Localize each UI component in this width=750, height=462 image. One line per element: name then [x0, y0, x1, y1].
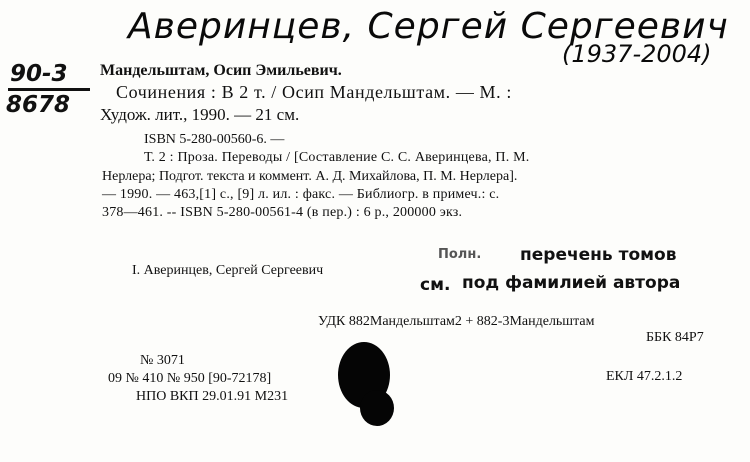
volume-description-line-2: Нерлера; Подгот. текста и коммент. А. Д. Михайлова, П. М. Нерлера]. [102, 169, 518, 184]
npo-line: НПО ВКП 29.01.91 М231 [136, 389, 289, 404]
volume-description-line-1: Т. 2 : Проза. Переводы / [Составление С. С. Аверинцева, П. М. [144, 150, 530, 165]
stamp-line-1: перечень томов [520, 245, 677, 265]
card-number: № 3071 [140, 353, 185, 368]
author-heading: Мандельштам, Осип Эмильевич. [100, 62, 342, 79]
stamp-line-2: под фамилией автора [462, 273, 681, 293]
title-line-2: Худож. лит., 1990. — 21 см. [100, 105, 300, 124]
handwritten-author-name: Аверинцев, Сергей Сергеевич [128, 6, 729, 47]
title-line-1: Сочинения : В 2 т. / Осип Мандельштам. — М. : [116, 82, 512, 102]
added-entry: I. Аверинцев, Сергей Сергеевич [132, 263, 324, 278]
order-line: 09 № 410 № 950 [90-72178] [108, 371, 272, 386]
stamp-prefix-2: см. [420, 275, 451, 295]
isbn-line: ISBN 5-280-00560-6. — [144, 132, 285, 147]
volume-description-line-3: — 1990. — 463,[1] с., [9] л. ил. : факс. — Библиогр. в примеч.: с. [102, 187, 500, 202]
shelf-mark-top: 90-3 [10, 61, 68, 87]
volume-description-line-4: 378—461. -- ISBN 5-280-00561-4 (в пер.) : 6 р., 200000 экз. [102, 205, 463, 220]
handwritten-life-years: (1937-2004) [562, 40, 712, 68]
shelf-mark-divider [8, 88, 90, 91]
udk-classification: УДК 882Мандельштам2 + 882-3Мандельштам [318, 314, 595, 329]
shelf-mark-bottom: 8678 [6, 92, 71, 118]
bbk-classification: ББК 84Р7 [646, 330, 704, 345]
stamp-prefix-1: Полн. [438, 247, 482, 262]
card-punch-hole-lower [360, 390, 394, 426]
ekl-classification: ЕКЛ 47.2.1.2 [606, 369, 683, 384]
